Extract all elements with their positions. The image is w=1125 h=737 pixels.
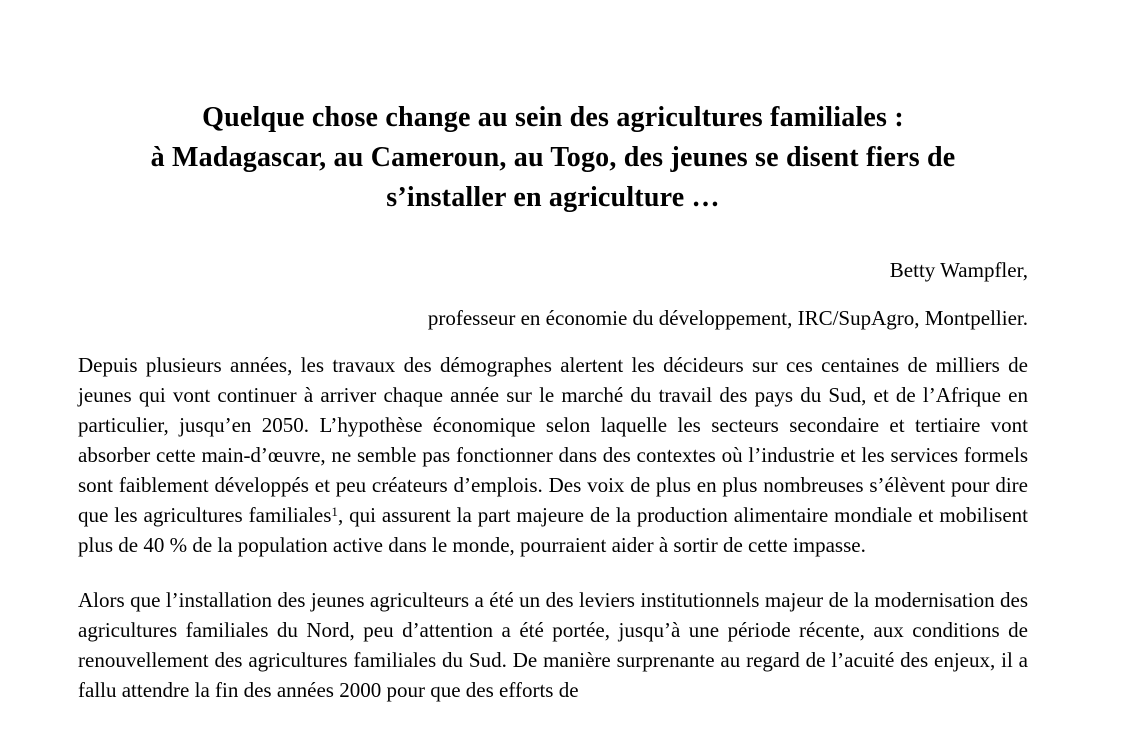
document-title bbox=[78, 98, 1028, 218]
paragraph-1-text: Depuis plusieurs années, les travaux des démographes alertent les décideurs sur ces centaines de milliers de jeunes qui vont continuer à arriver chaque année sur le marché du travail des pays du Sud, et de l’Afrique en particulier, jusqu’en 2050. L’hypothèse économique selon laquelle les secteurs secondaire et tertiaire vont absorber cette main-d’œuvre, ne semble pas fonctionner dans des contextes où l’industrie et les services formels sont faiblement développés et peu créateurs d’emplois. Des voix de plus en plus nombreuses s’élèvent pour dire que les agricultures familiales bbox=[78, 353, 1028, 527]
paragraph-1-text-continued: , qui assurent la part majeure de la production alimentaire mondiale et mobilisent plus de 40 % de la population active dans le monde, pourraient aider à sortir de cette impasse. bbox=[78, 503, 1029, 557]
paragraph-1 bbox=[78, 350, 1028, 560]
author-name: Betty Wampfler, bbox=[889, 258, 1028, 282]
author-affiliation: professeur en économie du développement, IRC/SupAgro, Montpellier. bbox=[427, 306, 1028, 330]
footnote-reference-1: 1 bbox=[331, 504, 338, 520]
title-line-1: Quelque chose change au sein des agricultures familiales : bbox=[202, 102, 904, 133]
title-line-3: s’installer en agriculture … bbox=[386, 182, 720, 213]
paragraph-2: Alors que l’installation des jeunes agriculteurs a été un des leviers institutionnels majeur de la modernisation des agricultures familiales du Nord, peu d’attention a été portée, jusqu’à une période récente, aux conditions de renouvellement des agricultures familiales du Sud. De manière surprenante au regard de l’acuité des enjeux, il a fallu attendre la fin des années 2000 pour que des efforts de bbox=[78, 588, 1028, 702]
title-line-2: à Madagascar, au Cameroun, au Togo, des jeunes se disent fiers de bbox=[150, 142, 956, 173]
